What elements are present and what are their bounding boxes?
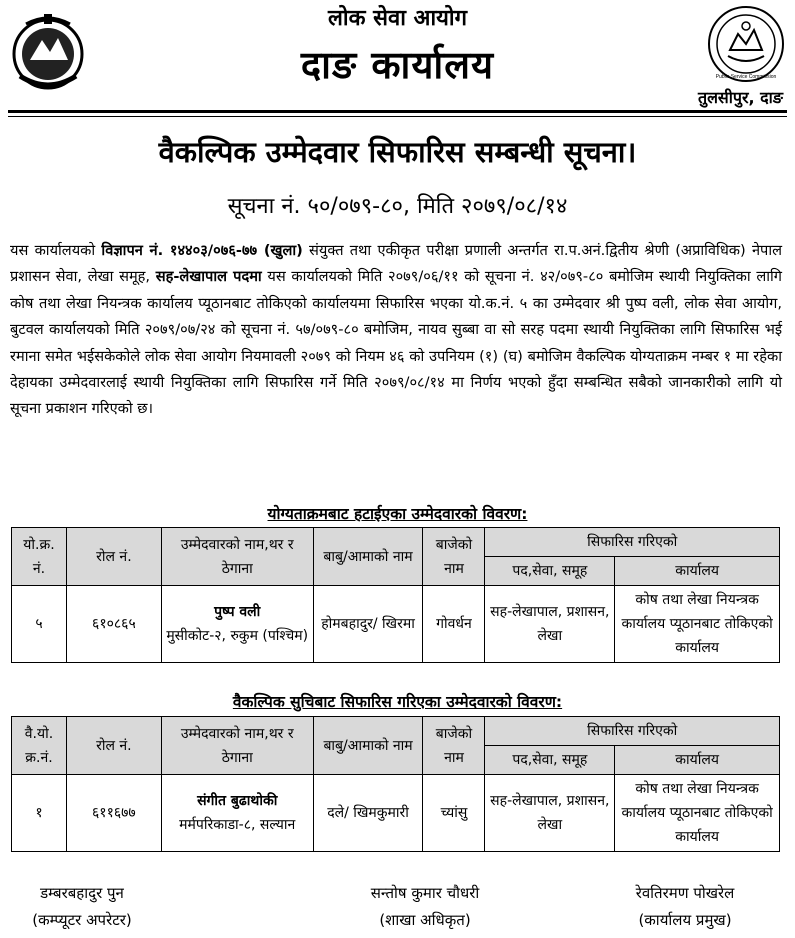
- signatory-name: रेवतिरमण पोखरेल: [635, 884, 735, 902]
- cell-post: सह-लेखापाल, प्रशासन, लेखा: [485, 586, 615, 663]
- col-serial: वै.यो. क्र.नं.: [12, 717, 67, 775]
- signatory-name: डम्बरबहादुर पुन: [40, 884, 124, 902]
- cell-grandfather: गोवर्धन: [423, 586, 485, 663]
- col-serial: यो.क्र. नं.: [12, 528, 67, 586]
- signature-office-chief: [600, 880, 770, 934]
- letterhead: [0, 0, 795, 118]
- signature-computer-operator: [12, 880, 152, 934]
- col-grandfather: बाजेको नाम: [423, 717, 485, 775]
- candidate-address: मर्मपरिकाडा-८, सल्यान: [179, 817, 296, 833]
- signature-section-officer: [345, 880, 505, 934]
- cell-office: कोष तथा लेखा नियन्त्रक कार्यालय प्यूठानबाट तोकिएको कार्यालय: [615, 775, 780, 852]
- cell-serial: ५: [12, 586, 67, 663]
- body-text-1: यस कार्यालयको: [10, 242, 102, 259]
- col-roll: रोल नं.: [66, 717, 161, 775]
- signatory-name: सन्तोष कुमार चौधरी: [370, 884, 480, 902]
- psc-seal-label: Public Service Commission: [715, 74, 777, 80]
- col-office: कार्यालय: [615, 746, 780, 775]
- table-header-row: [12, 717, 780, 746]
- signatory-title: (कार्यालय प्रमुख): [638, 911, 732, 929]
- cell-parents: दले/ खिमकुमारी: [313, 775, 423, 852]
- cell-name-address: [161, 775, 313, 852]
- candidate-name: पुष्प वली: [214, 604, 261, 620]
- body-bold-advertisement: विज्ञापन नं. १४४०३/०७६-७७ (खुला): [101, 242, 303, 259]
- col-parents: बाबु/आमाको नाम: [313, 528, 423, 586]
- cell-roll: ६१०८६५: [66, 586, 161, 663]
- candidate-address: मुसीकोट-२, रुकुम (पश्चिम): [166, 628, 309, 644]
- office-name: दाङ कार्यालय: [300, 43, 495, 87]
- col-office: कार्यालय: [615, 557, 780, 586]
- cell-office: कोष तथा लेखा नियन्त्रक कार्यालय प्यूठानबाट तोकिएको कार्यालय: [615, 586, 780, 663]
- cell-roll: ६११६७७: [66, 775, 161, 852]
- notice-body: [10, 238, 782, 423]
- body-text-3: यस कार्यालयको मिति २०७९/०६/११ को सूचना नं. ४२/०७९-८० बमोजिम स्थायी नियुक्तिका लागि कोष तथा लेखा नियन्त्रक कार्यालय प्यूठानबाट तोकिएको कार्यालयमा सिफारिस भएका यो.क.नं. ५ का उम्मेदवार श्री पुष्प वली, लोक सेवा आयोग, बुटवल कार्यालयको मिति २०७९/०७/२४ को सूचना नं. ५७/०७९-८० बमोजिम, नायव सुब्बा वा सो सरह पदमा स्थायी नियुक्तिका लागि सिफारिस भई रमाना समेत भईसकेकोले लोक सेवा आयोग नियमावली २०७९ को नियम ४६ को उपनियम (१) (घ) बमोजिम वैकल्पिक योग्यताक्रम नम्बर १ मा रहेका देहायका उम्मेदवारलाई स्थायी नियुक्तिका लागि सिफारिस गर्ने मिति २०७९/०८/१४ मा निर्णय भएको हुँदा सम्बन्धित सबैको जानकारीको लागि यो सूचना प्रकाशन गरिएको छ।: [10, 268, 782, 418]
- alternate-candidates-table: [11, 716, 780, 852]
- cell-name-address: [161, 586, 313, 663]
- body-text-2: संयुक्त तथा एकीकृत परीक्षा प्रणाली अन्तर्गत रा.प.अनं.द्वितीय श्रेणी (अप्राविधिक) नेपाल प्रशासन सेवा, लेखा समूह,: [10, 242, 783, 286]
- removed-candidates-heading: योग्यताक्रमबाट हटाईएका उम्मेदवारको विवरण:: [267, 505, 528, 523]
- office-location: तुलसीपुर, दाङ: [697, 88, 783, 107]
- table-row: [12, 775, 780, 852]
- removed-candidates-table: [11, 527, 780, 663]
- col-roll: रोल नं.: [66, 528, 161, 586]
- col-grandfather: बाजेको नाम: [423, 528, 485, 586]
- body-bold-post: सह-लेखापाल पदमा: [155, 268, 262, 286]
- signatory-title: (कम्प्यूटर अपरेटर): [32, 911, 132, 929]
- table-row: [12, 586, 780, 663]
- candidate-name: संगीत बुढाथोकी: [197, 793, 278, 809]
- cell-grandfather: च्यांसु: [423, 775, 485, 852]
- col-name-address: उम्मेदवारको नाम,थर र ठेगाना: [161, 717, 313, 775]
- col-post: पद,सेवा, समूह: [485, 746, 615, 775]
- col-name-address: उम्मेदवारको नाम,थर र ठेगाना: [161, 528, 313, 586]
- col-recommended: सिफारिस गरिएको: [485, 528, 780, 557]
- header-rule: [8, 110, 787, 113]
- cell-parents: होमबहादुर/ खिरमा: [313, 586, 423, 663]
- cell-serial: १: [12, 775, 67, 852]
- col-parents: बाबु/आमाको नाम: [313, 717, 423, 775]
- col-recommended: सिफारिस गरिएको: [485, 717, 780, 746]
- header-rule-thin: [8, 116, 787, 117]
- cell-post: सह-लेखापाल, प्रशासन, लेखा: [485, 775, 615, 852]
- alternate-candidates-heading: वैकल्पिक सुचिबाट सिफारिस गरिएका उम्मेदवारको विवरण:: [232, 693, 563, 711]
- col-post: पद,सेवा, समूह: [485, 557, 615, 586]
- org-name: लोक सेवा आयोग: [328, 6, 467, 31]
- signatory-title: (शाखा अधिकृत): [379, 911, 471, 929]
- table-header-row: [12, 528, 780, 557]
- notice-reference: सूचना नं. ५०/०७९-८०, मिति २०७९/०८/१४: [227, 194, 568, 219]
- psc-seal-icon: [706, 4, 786, 84]
- notice-title: वैकल्पिक उम्मेदवार सिफारिस सम्बन्धी सूचना।: [158, 135, 637, 169]
